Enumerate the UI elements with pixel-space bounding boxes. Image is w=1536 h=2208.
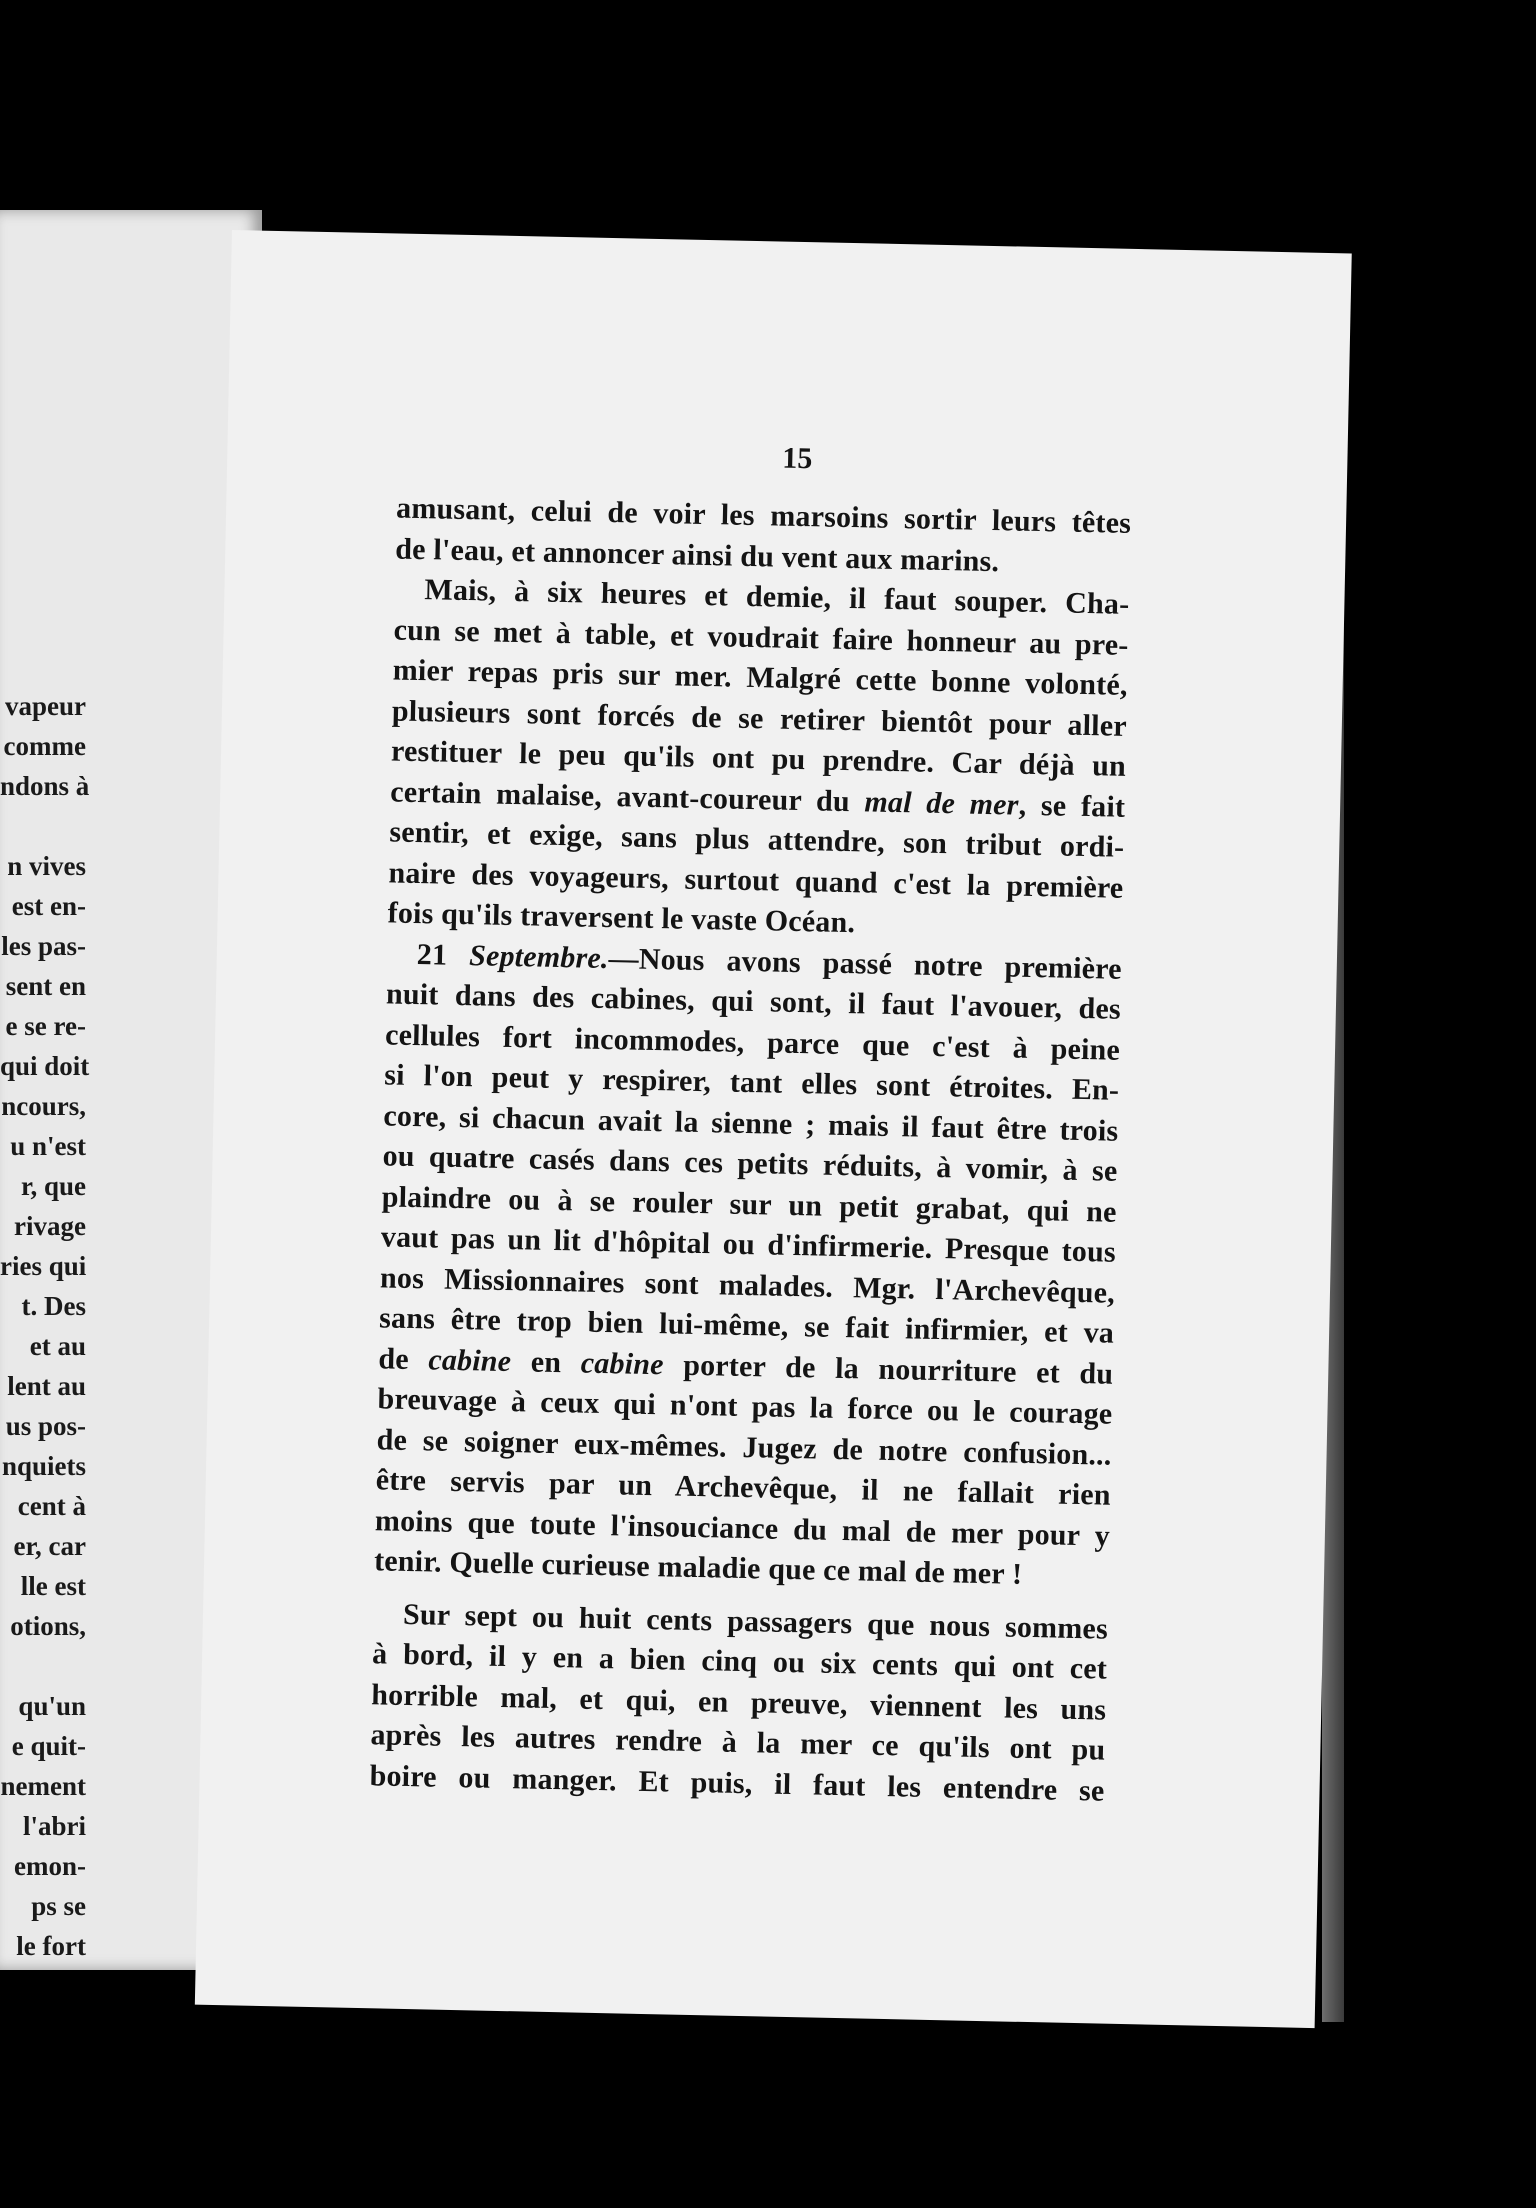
- left-line: vapeur: [5, 691, 86, 721]
- text-line: nuit dans des cabines, qui sont, il faut l'avouer, des: [385, 977, 1122, 1026]
- left-line: lle est: [20, 1571, 86, 1601]
- text-span: en: [530, 1345, 562, 1379]
- italic-term: cabine: [428, 1342, 512, 1378]
- text-line: de se soigner eux-mêmes. Jugez de notre confusion...: [376, 1422, 1112, 1472]
- left-line: [0, 1646, 86, 1686]
- left-line: er, car: [13, 1531, 86, 1561]
- left-line: les pas-: [1, 931, 86, 961]
- left-line: ries qui: [0, 1251, 87, 1281]
- left-line: r, que: [20, 1171, 86, 1201]
- text-line: naire des voyageurs, surtout quand c'est la première: [388, 855, 1124, 905]
- text-line: restituer le peu qu'ils ont pu prendre. Car déjà un: [390, 734, 1127, 783]
- right-page: [195, 230, 1352, 2028]
- text-line: sans être trop bien lui-même, se fait infirmier, et va: [378, 1301, 1115, 1350]
- italic-term: mal de mer: [864, 784, 1020, 822]
- left-line: sent en: [5, 971, 86, 1001]
- left-line: nquiets: [1, 1451, 86, 1481]
- left-line: emon-: [14, 1851, 86, 1881]
- left-line: us pos-: [5, 1411, 86, 1441]
- text-line: core, si chacun avait la sienne ; mais il faut être trois: [383, 1098, 1119, 1148]
- body-text: [369, 489, 1131, 1812]
- text-line: Mais, à six heures et demie, il faut souper. Cha-: [424, 573, 1130, 621]
- text-line: tenir. Quelle curieuse maladie que ce mal de mer !: [373, 1544, 1023, 1591]
- text-line: boire ou manger. Et puis, il faut les entendre se: [369, 1758, 1105, 1808]
- left-line: le fort: [16, 1931, 86, 1961]
- left-line: l'abri: [22, 1811, 86, 1841]
- left-line: e se re-: [5, 1011, 86, 1041]
- left-line: ps se: [31, 1891, 86, 1921]
- italic-term: cabine: [580, 1346, 665, 1381]
- text-line: Sur sept ou huit cents passagers que nous sommes: [402, 1597, 1109, 1646]
- text-line: cellules fort incommodes, parce que c'est à peine: [384, 1017, 1121, 1067]
- text-span: porter de la nourriture et du: [682, 1348, 1114, 1391]
- text-line: nos Missionnaires sont malades. Mgr. l'Archevêque,: [379, 1260, 1116, 1310]
- left-page-text: [0, 686, 90, 1966]
- text-line: si l'on peut y respirer, tant elles sont étroites. En-: [383, 1058, 1120, 1107]
- left-line: ncours,: [1, 1091, 86, 1121]
- text-line: mier repas pris sur mer. Malgré cette bonne volonté,: [392, 653, 1129, 702]
- left-line: n vives: [7, 851, 86, 881]
- text-line: amusant, celui de voir les marsoins sortir leurs têtes: [395, 491, 1132, 540]
- text-line: plusieurs sont forcés de se retirer bientôt pour aller: [391, 693, 1128, 743]
- left-line: nement: [0, 1771, 86, 1801]
- text-line: moins que toute l'insouciance du mal de mer pour y: [374, 1503, 1111, 1553]
- left-line: e quit-: [11, 1731, 86, 1761]
- date-day: 21: [416, 937, 448, 972]
- left-line: [0, 806, 86, 846]
- text-span: —Nous avons passé notre première: [608, 941, 1123, 986]
- text-line: de l'eau, et annoncer ainsi du vent aux marins.: [395, 531, 1000, 578]
- text-line: fois qu'ils traversent le vaste Océan.: [387, 896, 856, 940]
- left-line: ndons à: [0, 771, 90, 801]
- page-number: 15: [781, 441, 813, 476]
- text-line: être servis par un Archevêque, il ne fallait rien: [375, 1463, 1112, 1512]
- text-line: ou quatre casés dans ces petits réduits, à vomir, à se: [382, 1139, 1118, 1188]
- text-span: de: [378, 1341, 410, 1376]
- text-line: breuvage à ceux qui n'ont pas la force ou le courage: [377, 1382, 1113, 1431]
- text-span: certain malaise, avant-coureur du: [389, 774, 851, 818]
- text-line: vaut pas un lit d'hôpital ou d'infirmerie. Presque tous: [380, 1220, 1117, 1269]
- text-line: horrible mal, et qui, en preuve, viennent les uns: [371, 1677, 1107, 1727]
- text-line: à bord, il y en a bien cinq ou six cents qui ont cet: [371, 1637, 1108, 1686]
- left-line: u n'est: [10, 1131, 86, 1161]
- text-line: plaindre ou à se rouler sur un petit grabat, qui ne: [381, 1179, 1117, 1229]
- left-line: cent à: [17, 1491, 86, 1521]
- left-line: qu'un: [18, 1691, 86, 1721]
- date-month: Septembre.: [468, 938, 609, 975]
- text-line: cun se met à table, et voudrait faire honneur au pre-: [393, 612, 1129, 662]
- text-span: , se fait: [1018, 788, 1126, 824]
- text-line: sentir, et exige, sans plus attendre, son tribut ordi-: [389, 815, 1125, 864]
- left-line: comme: [3, 731, 86, 761]
- left-line: et au: [29, 1331, 86, 1361]
- text-line: après les autres rendre à la mer ce qu'ils ont pu: [370, 1718, 1106, 1767]
- left-line: rivage: [14, 1211, 86, 1241]
- left-line: lent au: [7, 1371, 86, 1401]
- left-line: qui doit: [0, 1051, 90, 1081]
- left-line: est en-: [11, 891, 86, 921]
- left-line: t. Des: [21, 1291, 86, 1321]
- left-line: otions,: [10, 1611, 86, 1641]
